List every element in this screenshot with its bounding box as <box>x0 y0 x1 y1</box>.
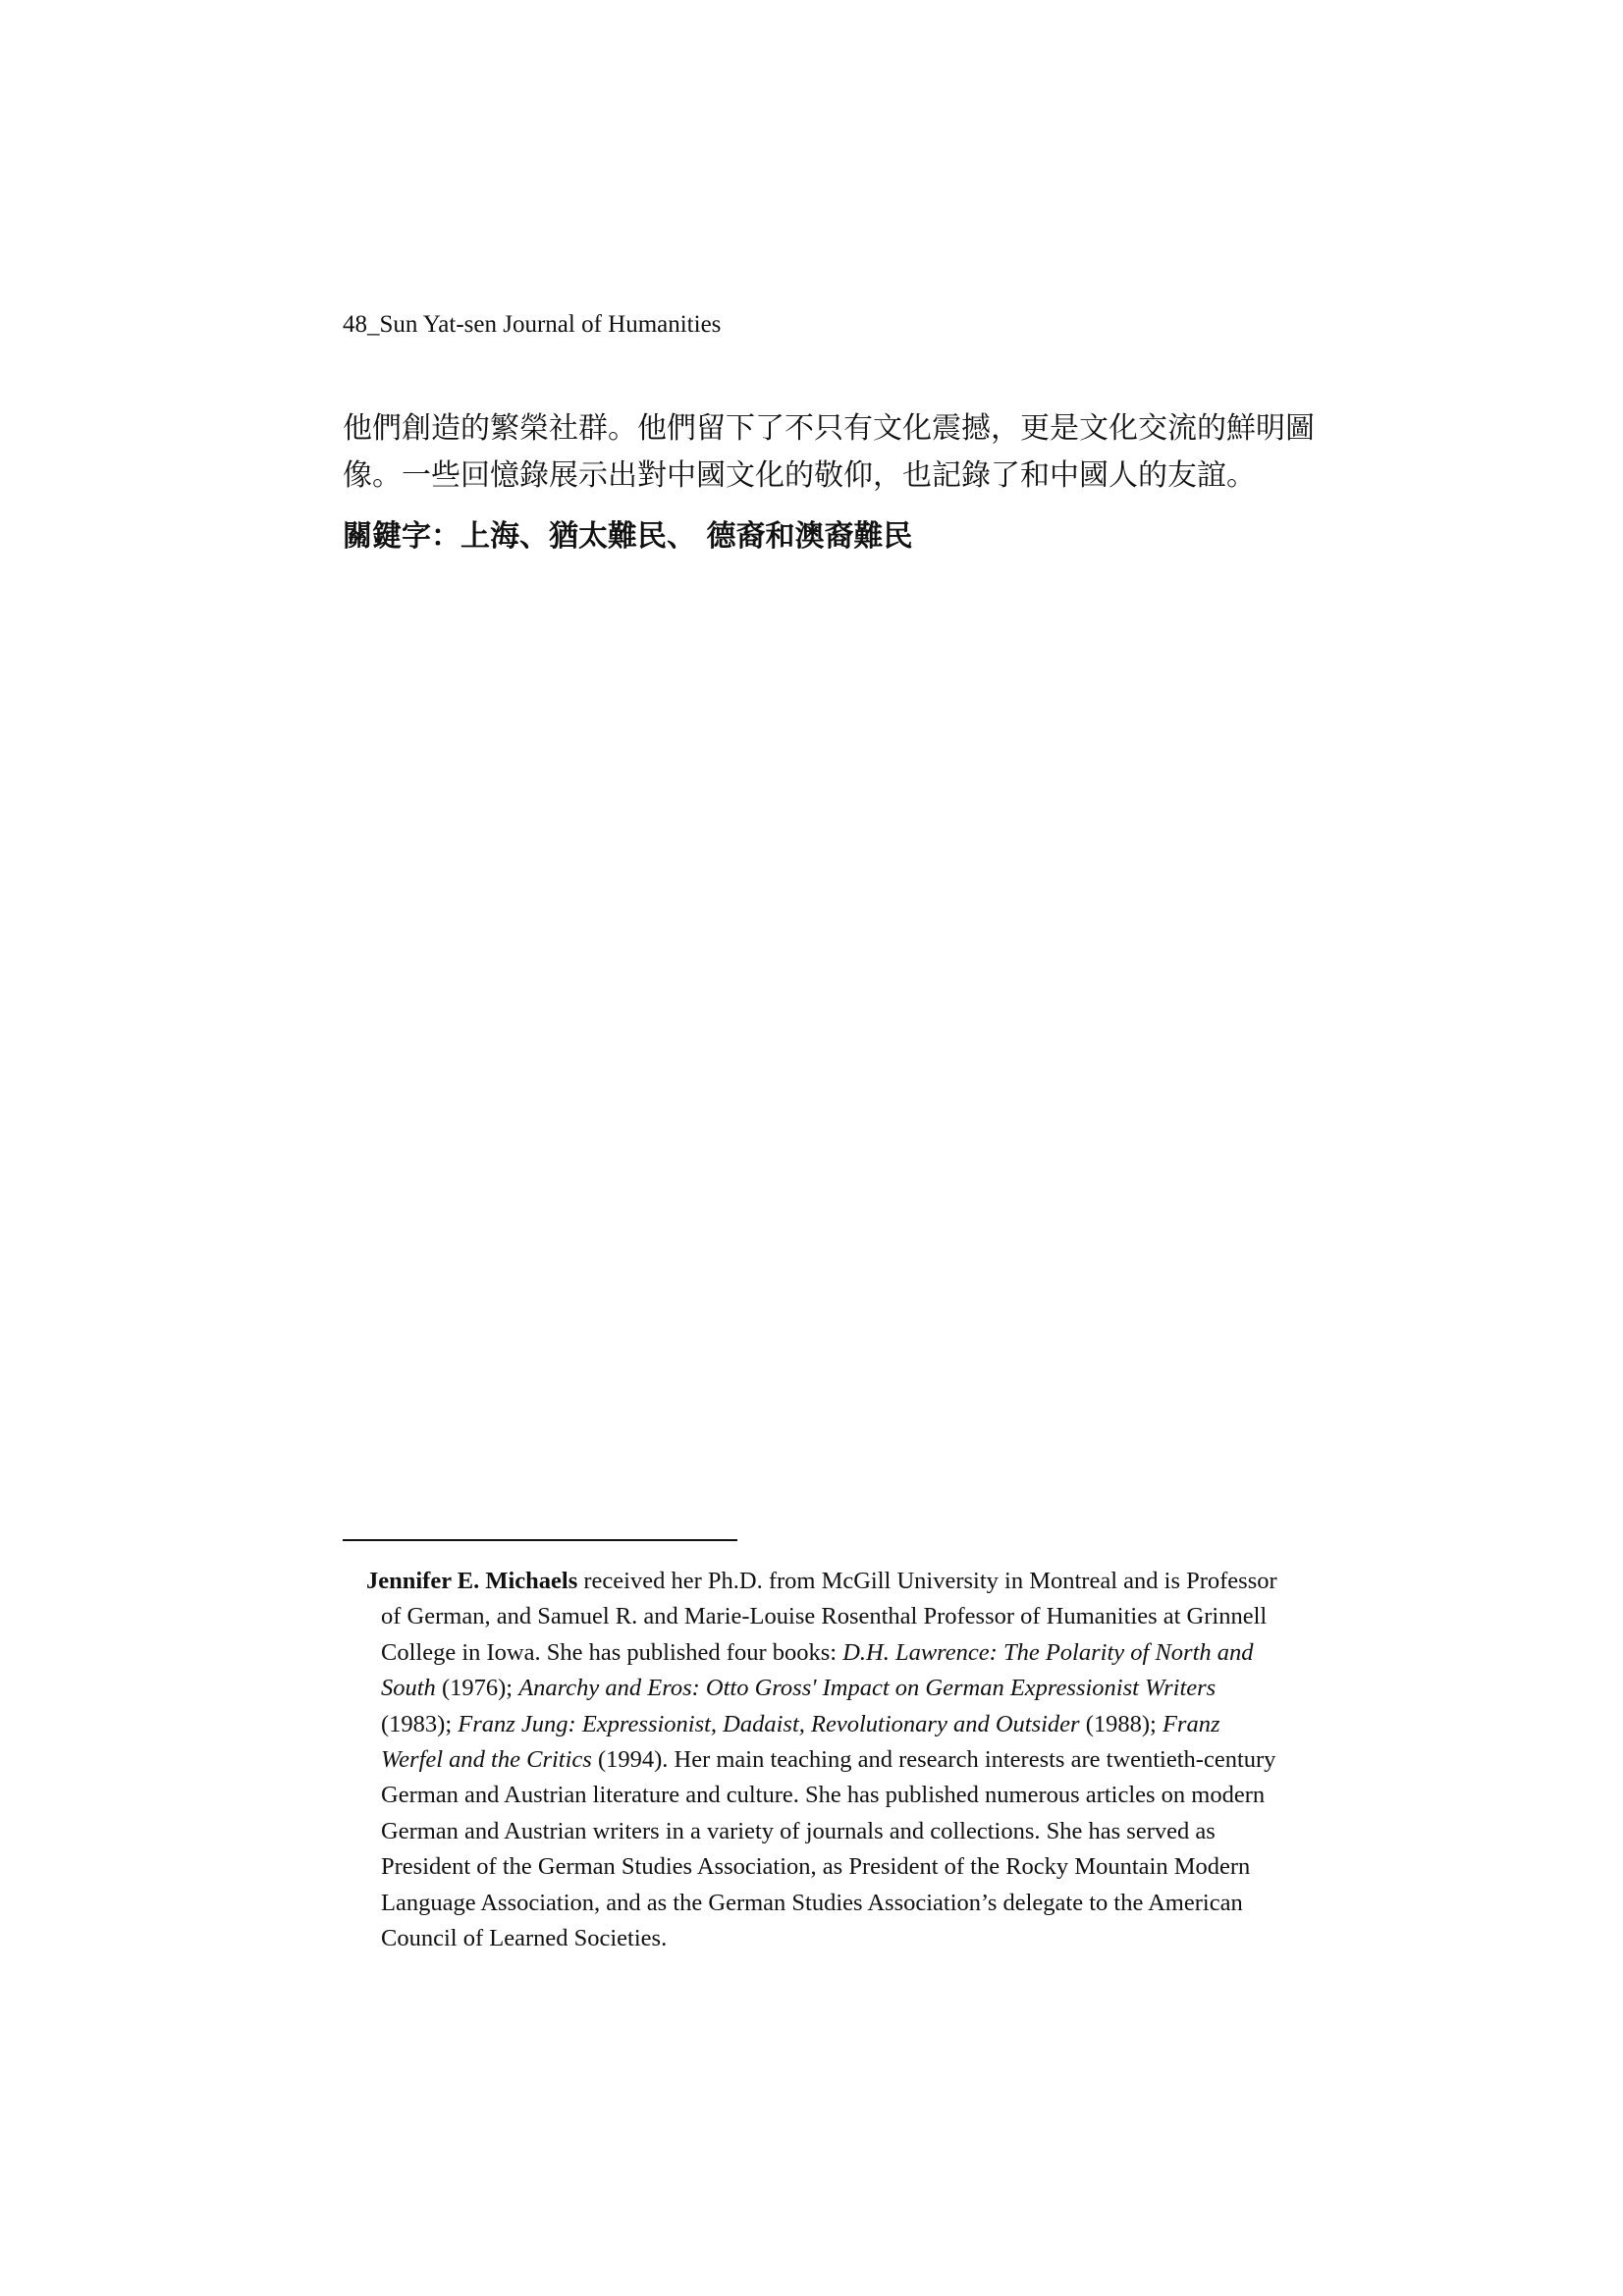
book-title-jung: Franz Jung: Expressionist, Dadaist, Revolutionary and Outsider <box>458 1710 1080 1737</box>
bio-line-4 <box>366 1671 1299 1706</box>
book-title-lawrence: D.H. Lawrence: The Polarity of North and <box>842 1638 1254 1666</box>
bio-line-1 <box>366 1564 1299 1599</box>
bio-line-5-mid: (1988); <box>1079 1710 1163 1737</box>
bio-line-6-text: (1994). Her main teaching and research interests are twentieth-century <box>591 1746 1276 1774</box>
keywords: 關鍵字：上海、猶太難民、 德裔和澳裔難民 <box>343 519 913 554</box>
bio-line-6 <box>366 1742 1299 1778</box>
bio-line-11: Council of Learned Societies. <box>381 1925 668 1952</box>
bio-line-1-text: received her Ph.D. from McGill University in Montreal and is Professor <box>577 1568 1277 1594</box>
abstract-line-2: 像。一些回憶錄展示出對中國文化的敬仰，也記錄了和中國人的友誼。 <box>343 458 1256 493</box>
author-name: Jennifer E. Michaels <box>366 1568 578 1594</box>
book-title-werfel-cont: Werfel and the Critics <box>381 1746 592 1774</box>
bio-line-8: German and Austrian writers in a variety of journals and collections. She has served as <box>381 1817 1216 1844</box>
author-bio-footnote <box>366 1564 1299 1956</box>
bio-line-4-text: (1976); <box>435 1675 519 1702</box>
book-title-anarchy: Anarchy and Eros: Otto Gross' Impact on German Expressionist Writers <box>518 1675 1217 1702</box>
bio-line-5 <box>366 1707 1299 1742</box>
abstract-line-1: 他們創造的繁榮社群。他們留下了不只有文化震撼，更是文化交流的鮮明圖 <box>343 411 1315 446</box>
footnote-divider <box>343 1539 737 1541</box>
bio-line-3-text: College in Iowa. She has published four books: <box>381 1638 843 1666</box>
bio-line-5-pre: (1983); <box>381 1710 459 1737</box>
bio-line-2: of German, and Samuel R. and Marie-Louise Rosenthal Professor of Humanities at Grinnell <box>381 1603 1268 1630</box>
bio-line-9: President of the German Studies Association, as President of the Rocky Mountain Modern <box>381 1853 1251 1881</box>
running-header: 48_Sun Yat-sen Journal of Humanities <box>343 311 722 338</box>
book-title-werfel: Franz <box>1162 1710 1220 1737</box>
abstract-chinese <box>343 405 1315 500</box>
bio-line-7: German and Austrian literature and culture. She has published numerous articles on modern <box>381 1782 1266 1809</box>
bio-line-3 <box>366 1635 1299 1671</box>
book-title-lawrence-cont: South <box>381 1675 436 1702</box>
bio-line-10: Language Association, and as the German Studies Association’s delegate to the American <box>381 1889 1243 1916</box>
